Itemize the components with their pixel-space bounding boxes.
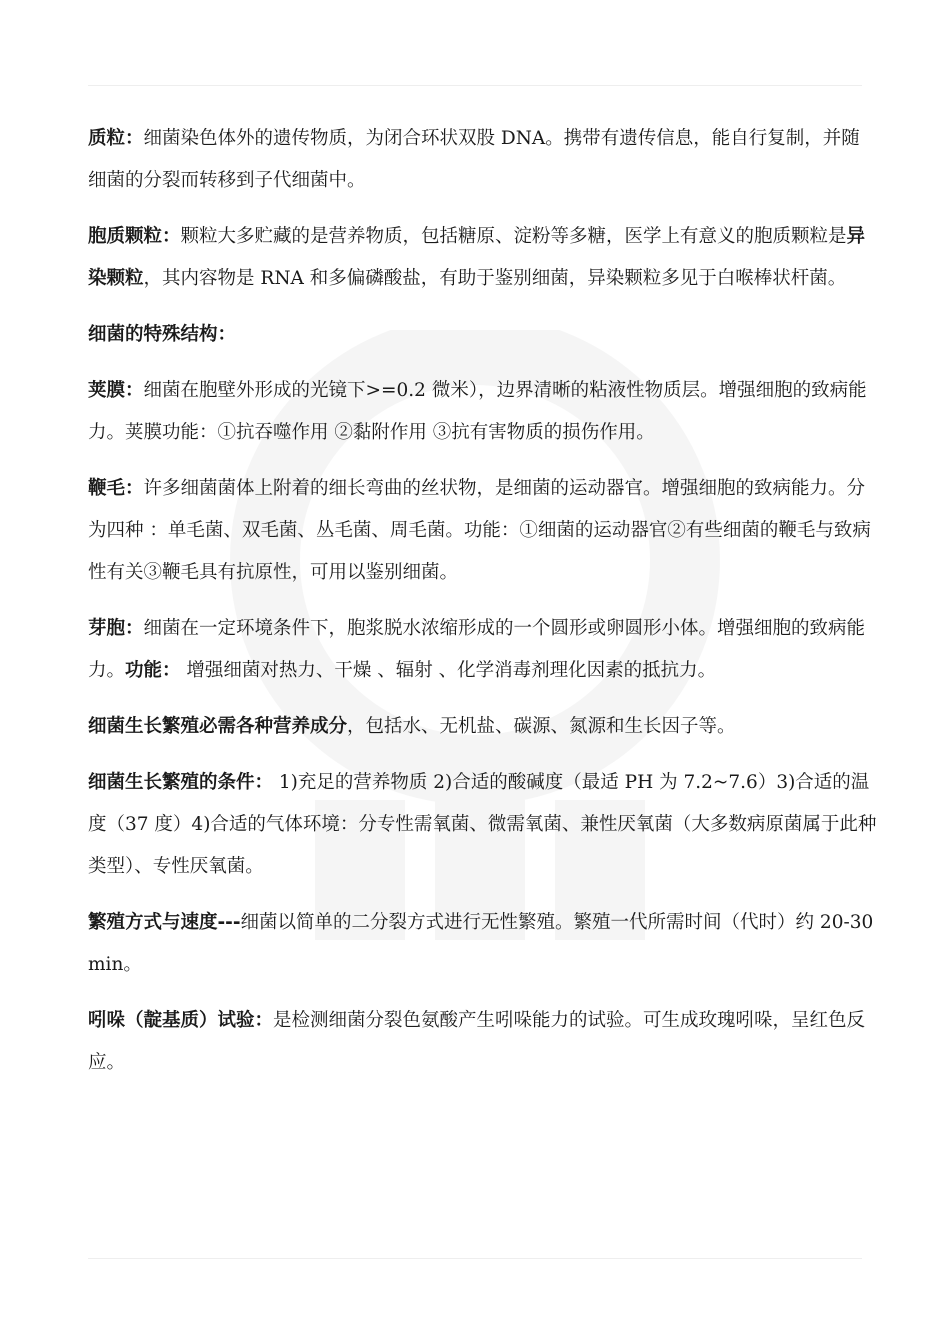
term-label: 繁殖方式与速度--- [88, 912, 241, 933]
header-rule [88, 85, 862, 86]
paragraph-text: 细菌在一定环境条件下，胞浆脱水浓缩形成的一个圆形或卵圆形小体。增强细胞的致病能力。 [88, 618, 866, 681]
inline-bold-term: 功能： [125, 660, 181, 681]
term-label: 芽胞： [88, 618, 144, 639]
footer-rule [88, 1258, 862, 1259]
paragraph-flagella [88, 468, 878, 594]
paragraph-text: ，包括水、无机盐、碳源、氮源和生长因子等。 [347, 716, 736, 737]
paragraph-text: 细菌在胞壁外形成的光镜下>=0.2 微米），边界清晰的粘液性物质层。增强细胞的致病能力。荚膜功能：①抗吞噬作用 ②黏附作用 ③抗有害物质的损伤作用。 [88, 380, 867, 443]
term-label: 胞质颗粒： [88, 226, 181, 247]
paragraph-spore [88, 608, 878, 692]
paragraph-text: 是检测细菌分裂色氨酸产生吲哚能力的试验。可生成玫瑰吲哚，呈红色反应。 [88, 1010, 866, 1073]
document-body [88, 118, 878, 1098]
paragraph-text: 许多细菌菌体上附着的细长弯曲的丝状物，是细菌的运动器官。增强细胞的致病能力。分为四种 ：单毛菌、双毛菌、丛毛菌、周毛菌。功能：①细菌的运动器官②有些细菌的鞭毛与致病性有关③鞭毛具有抗原性，可用以鉴别细菌。 [88, 478, 871, 583]
paragraph-text: 增强细菌对热力、干燥 、辐射 、化学消毒剂理化因素的抵抗力。 [180, 660, 717, 681]
term-label: 细菌生长繁殖的条件： [88, 772, 274, 793]
paragraph-plasmid [88, 118, 878, 202]
inline-bold-term: 异染颗粒 [88, 226, 866, 289]
paragraph-capsule [88, 370, 878, 454]
paragraph-text: 1)充足的营养物质 2)合适的酸碱度（最适 PH 为 7.2~7.6）3)合适的温度（37 度）4)合适的气体环境：分专性需氧菌、微需氧菌、兼性厌氧菌（大多数病原菌属于此种类型）、专性厌氧菌。 [88, 772, 877, 877]
paragraph-text: ，其内容物是 RNA 和多偏磷酸盐，有助于鉴别细菌，异染颗粒多见于白喉棒状杆菌。 [143, 268, 847, 289]
term-label: 细菌生长繁殖必需各种营养成分 [88, 716, 348, 737]
term-label: 鞭毛： [88, 478, 144, 499]
paragraph-reproduction [88, 902, 878, 986]
paragraph-indole-test [88, 1000, 878, 1084]
paragraph-cytoplasmic-granules [88, 216, 878, 300]
paragraph-nutrients [88, 706, 878, 748]
paragraph-text: 颗粒大多贮藏的是营养物质，包括糖原、淀粉等多糖，医学上有意义的胞质颗粒是 [180, 226, 847, 247]
paragraph-text: 细菌以简单的二分裂方式进行无性繁殖。繁殖一代所需时间（代时）约 20-30min。 [88, 912, 874, 975]
term-label: 质粒： [88, 128, 144, 149]
term-label: 荚膜： [88, 380, 144, 401]
paragraph-text: 细菌染色体外的遗传物质，为闭合环状双股 DNA。携带有遗传信息，能自行复制，并随细菌的分裂而转移到子代细菌中。 [88, 128, 860, 191]
heading-text: 细菌的特殊结构： [88, 324, 237, 345]
section-heading [88, 314, 878, 356]
term-label: 吲哚（靛基质）试验： [88, 1010, 274, 1031]
paragraph-growth-conditions [88, 762, 878, 888]
